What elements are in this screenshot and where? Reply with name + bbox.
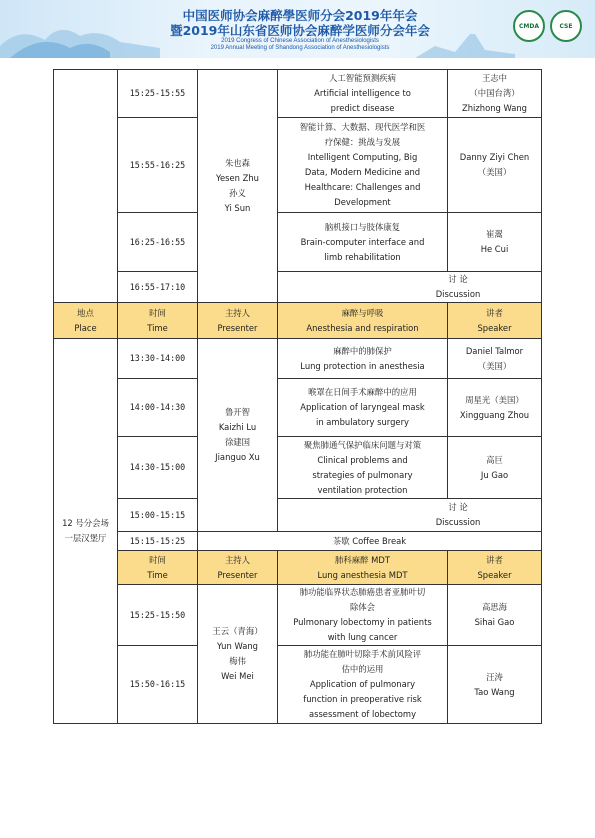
presenter-name: Jianguo Xu: [215, 452, 260, 462]
skyline-graphic: [0, 18, 160, 58]
topic-line: Artificial intelligence to: [314, 88, 411, 98]
presenter-cell: [198, 585, 278, 724]
presenter-name: Kaizhi Lu: [218, 422, 257, 432]
discussion-en: Discussion: [435, 289, 481, 299]
topic-line: Brain-computer interface and: [300, 236, 425, 247]
presenter-name: 鲁开智: [224, 407, 251, 417]
topic-line: 肺功能在肺叶切除手术前风险评: [303, 649, 422, 659]
presenter-name: Wei Mei: [221, 671, 254, 681]
speaker-line: 崔翯: [486, 229, 503, 239]
header-topic: 肺科麻醉 MDT Lung anesthesia MDT: [278, 551, 448, 585]
topic-cell: [278, 585, 448, 646]
speaker-line: He Cui: [480, 244, 509, 254]
conference-banner: [0, 0, 595, 58]
table-row: [54, 437, 542, 499]
banner-subtitle-line2: 2019 Annual Meeting of Shandong Association of Anesthesiologists: [210, 45, 390, 51]
speaker-cell: [448, 118, 542, 213]
cmda-logo: CMDA: [513, 10, 545, 42]
speaker-line: 王志中: [481, 73, 508, 83]
topic-line: function in preoperative risk: [303, 694, 422, 704]
discussion-cell: [278, 499, 542, 532]
speaker-cell: [448, 213, 542, 272]
table-row: [54, 379, 542, 437]
topic-line: Data, Modern Medicine and: [304, 167, 421, 177]
time-cell: 15:25-15:55: [118, 70, 198, 118]
table-row: [54, 646, 542, 724]
speaker-cell: [448, 585, 542, 646]
topic-line: Healthcare: Challenges and: [304, 182, 421, 192]
topic-line: Clinical problems and: [317, 454, 408, 465]
speaker-line: Danny Ziyi Chen: [459, 152, 530, 162]
presenter-cell: [198, 339, 278, 532]
header-speaker: 讲者 Speaker: [448, 303, 542, 339]
presenter-name: 朱也森: [224, 158, 251, 168]
topic-line: 人工智能预测疾病: [329, 73, 396, 83]
coffee-break-cell: 茶歇 Coffee Break: [198, 532, 542, 551]
presenter-name: 徐建国: [224, 437, 251, 447]
speaker-cell: [448, 339, 542, 379]
topic-line: Development: [334, 197, 391, 207]
header-row: [54, 551, 542, 585]
banner-subtitle: [150, 38, 450, 52]
table-row: [54, 272, 542, 303]
header-presenter: 主持人 Presenter: [198, 303, 278, 339]
speaker-cell: [448, 437, 542, 499]
cse-logo: CSE: [550, 10, 582, 42]
speaker-cell: [448, 379, 542, 437]
topic-line: 脑机接口与肢体康复: [324, 221, 401, 232]
presenter-name: 孙义: [229, 188, 246, 198]
header-place: 地点 Place: [54, 303, 118, 339]
time-cell: 14:00-14:30: [118, 379, 198, 437]
banner-title-line2: 暨2019年山东省医师协会麻醉学医师分会年会: [170, 23, 430, 38]
time-cell: 16:25-16:55: [118, 213, 198, 272]
presenter-cell: [198, 70, 278, 303]
speaker-line: Ju Gao: [480, 469, 509, 480]
speaker-line: Zhizhong Wang: [462, 103, 527, 113]
topic-cell: [278, 646, 448, 724]
table-row: [54, 70, 542, 118]
time-cell: 16:55-17:10: [118, 272, 198, 303]
topic-cell: [278, 379, 448, 437]
time-cell: 14:30-15:00: [118, 437, 198, 499]
topic-line: predict disease: [330, 103, 395, 113]
table-row: [54, 499, 542, 532]
time-cell: 13:30-14:00: [118, 339, 198, 379]
topic-line: in ambulatory surgery: [316, 417, 409, 427]
venue-cell: [54, 339, 118, 724]
table-row: [54, 213, 542, 272]
break-row: [54, 532, 542, 551]
time-cell: 15:15-15:25: [118, 532, 198, 551]
table-row: [54, 118, 542, 213]
banner-title: [150, 8, 450, 38]
header-topic: 麻醉与呼吸 Anesthesia and respiration: [278, 303, 448, 339]
topic-line: 疗保健：挑战与发展: [324, 137, 401, 147]
presenter-name: Yesen Zhu: [216, 173, 259, 183]
speaker-line: 高巨: [486, 454, 503, 465]
topic-line: 智能计算、大数据、现代医学和医: [299, 122, 426, 132]
speaker-line: Sihai Gao: [474, 617, 515, 627]
time-cell: 15:25-15:50: [118, 585, 198, 646]
topic-line: Application of pulmonary: [309, 679, 416, 689]
speaker-line: 高思海: [481, 602, 508, 612]
time-cell: 15:50-16:15: [118, 646, 198, 724]
discussion-zh: 讨 论: [448, 274, 468, 284]
topic-line: Lung protection in anesthesia: [300, 360, 425, 371]
speaker-line: （美国）: [477, 360, 512, 371]
topic-line: 聚焦肺通气保护临床问题与对策: [303, 439, 422, 450]
speaker-cell: [448, 70, 542, 118]
presenter-name: 梅伟: [229, 656, 246, 666]
topic-line: 除体会: [349, 602, 376, 612]
discussion-cell: [278, 272, 542, 303]
header-time: 时间 Time: [118, 303, 198, 339]
speaker-line: Daniel Talmor: [465, 345, 524, 356]
topic-cell: [278, 118, 448, 213]
speaker-line: 周星光（美国）: [465, 394, 524, 405]
topic-cell: [278, 437, 448, 499]
time-cell: 15:00-15:15: [118, 499, 198, 532]
venue-line: 一层汉堡厅: [64, 533, 107, 543]
topic-line: 估中的运用: [341, 664, 384, 674]
speaker-line: Xingguang Zhou: [459, 409, 530, 420]
topic-line: limb rehabilitation: [324, 251, 401, 262]
presenter-name: 王云（青海）: [212, 626, 263, 636]
speaker-cell: [448, 646, 542, 724]
topic-cell: [278, 213, 448, 272]
header-presenter: 主持人 Presenter: [198, 551, 278, 585]
topic-line: Application of laryngeal mask: [300, 402, 425, 412]
topic-cell: [278, 70, 448, 118]
header-row: [54, 303, 542, 339]
topic-line: 肺功能临界状态肺癌患者亚肺叶切: [299, 587, 426, 597]
discussion-zh: 讨 论: [448, 502, 468, 512]
speaker-line: （中国台湾）: [469, 88, 520, 98]
speaker-line: （美国）: [477, 167, 512, 177]
topic-line: strategies of pulmonary: [312, 469, 413, 480]
table-row: [54, 585, 542, 646]
banner-title-line1: 中国医师协会麻醉學医师分会2019年年会: [182, 8, 418, 23]
header-time: 时间 Time: [118, 551, 198, 585]
venue-line: 12 号分会场: [62, 518, 109, 528]
banner-subtitle-line1: 2019 Congress of Chinese Association of Anesthesiologists: [221, 38, 379, 44]
topic-line: with lung cancer: [327, 632, 398, 642]
topic-line: 喉罩在日间手术麻醉中的应用: [308, 387, 417, 397]
time-cell: 15:55-16:25: [118, 118, 198, 213]
schedule-table: [53, 69, 542, 724]
place-cell-blank: [54, 70, 118, 303]
topic-line: 麻醉中的肺保护: [333, 345, 392, 356]
topic-line: ventilation protection: [317, 484, 408, 495]
discussion-en: Discussion: [435, 517, 481, 527]
presenter-name: Yi Sun: [224, 203, 251, 213]
header-speaker: 讲者 Speaker: [448, 551, 542, 585]
speaker-line: Tao Wang: [474, 686, 515, 697]
presenter-name: Yun Wang: [217, 641, 258, 651]
speaker-line: 汪涛: [486, 671, 503, 682]
table-row: [54, 339, 542, 379]
topic-line: Intelligent Computing, Big: [307, 152, 418, 162]
topic-line: Pulmonary lobectomy in patients: [293, 617, 432, 627]
topic-line: assessment of lobectomy: [308, 709, 417, 719]
topic-cell: [278, 339, 448, 379]
